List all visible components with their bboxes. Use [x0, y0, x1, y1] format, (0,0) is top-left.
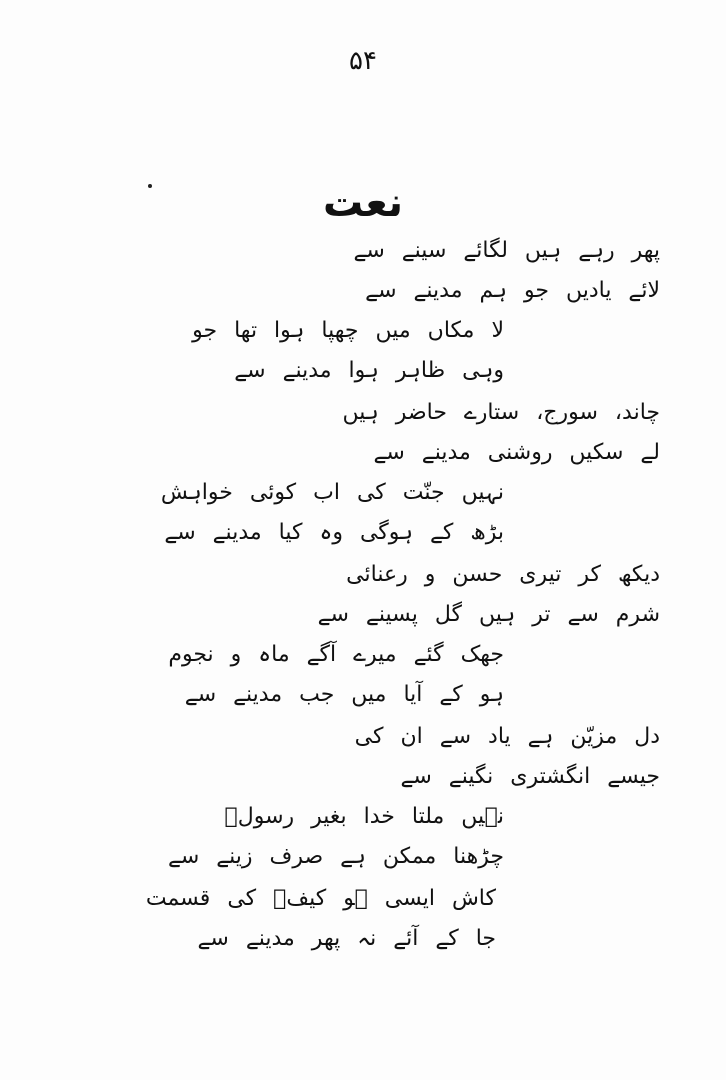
poem-line-18: جا کے آئے نہ پھر مدینے سے: [197, 926, 496, 951]
poem-line-6: لے سکیں روشنی مدینے سے: [373, 440, 660, 465]
poem-line-1: پھر رہے ہیں لگائے سینے سے: [353, 238, 660, 263]
poem-line-12: ہو کے آیا میں جب مدینے سے: [184, 682, 504, 707]
poem-line-5: چاند، سورج، ستارے حاضر ہیں: [342, 400, 660, 425]
poem-line-14: جیسے انگشتری نگینے سے: [400, 764, 660, 789]
page-number: ۵۴: [349, 46, 377, 76]
poem-line-3: لا مکاں میں چھپا ہوا تھا جو: [192, 318, 504, 343]
poem-line-16: چڑھنا ممکن ہے صرف زینے سے: [167, 844, 504, 869]
poem-line-8: بڑھ کے ہوگی وہ کیا مدینے سے: [164, 520, 504, 545]
poem-line-7: نہیں جنّت کی اب کوئی خواہش: [160, 480, 504, 505]
poem-line-15: نہیں ملتا خدا بغیر رسولؐ: [224, 804, 504, 829]
poem-line-10: شرم سے تر ہیں گل پسینے سے: [317, 602, 660, 627]
poem-line-17: کاش ایسی ہو کیفؔ کی قسمت: [145, 886, 496, 911]
poem-title: نعت: [323, 180, 403, 226]
poem-line-9: دیکھ کر تیری حسن و رعنائی: [346, 562, 660, 587]
poem-line-13: دل مزیّن ہے یاد سے ان کی: [354, 724, 660, 749]
poem-line-2: لائے یادیں جو ہم مدینے سے: [365, 278, 660, 303]
poem-line-11: جھک گئے میرے آگے ماہ و نجوم: [168, 642, 504, 667]
poem-line-4: وہی ظاہر ہوا مدینے سے: [234, 358, 504, 383]
